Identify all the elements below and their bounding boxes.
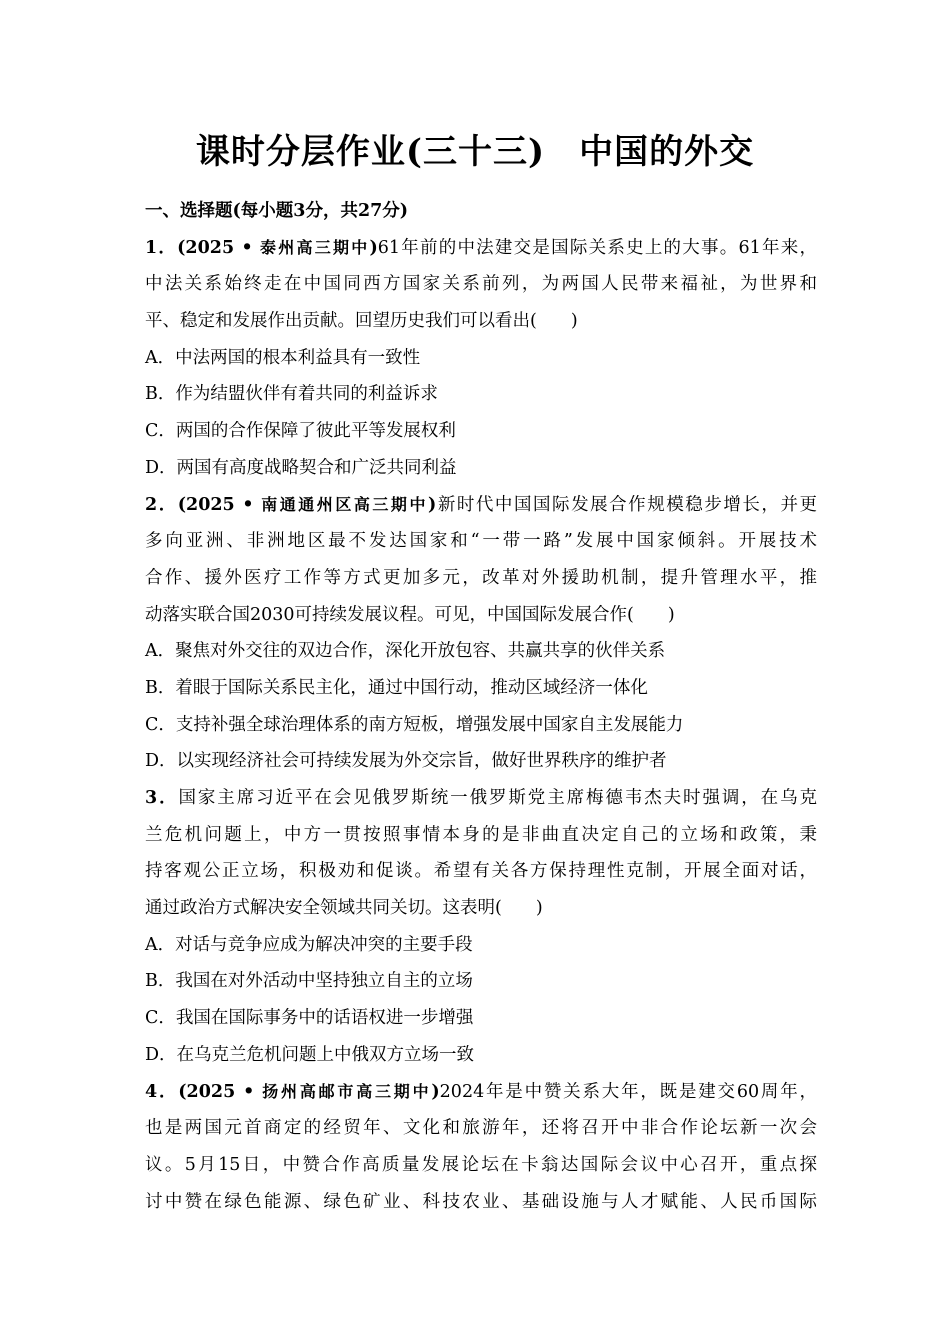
- question-2-line-3: 合作、援外医疗工作等方式更加多元，改革对外援助机制，提升管理水平，推: [145, 567, 817, 588]
- question-4-line-4: 讨中赞在绿色能源、绿色矿业、科技农业、基础设施与人才赋能、人民币国际: [145, 1191, 817, 1212]
- question-stem-text: 2024年是中赞关系大年，既是建交60周年，: [439, 1081, 817, 1102]
- section-header: 一、选择题(每小题3分，共27分): [145, 201, 409, 221]
- option-d: D．两国有高度战略契合和广泛共同利益: [145, 457, 457, 478]
- question-4-line-1: [145, 1074, 817, 1111]
- option-a: A．对话与竞争应成为解决冲突的主要手段: [145, 934, 473, 955]
- question-3-line-2: 兰危机问题上，中方一贯按照事情本身的是非曲直决定自己的立场和政策，秉: [145, 824, 817, 845]
- question-source: (2025 • 南通通州区高三期中): [177, 494, 437, 515]
- question-1: [145, 230, 817, 487]
- question-stem-text: 新时代中国国际发展合作规模稳步增长，并更: [436, 494, 817, 515]
- question-4-line-3: 议。5月15日，中赞合作高质量发展论坛在卡翁达国际会议中心召开，重点探: [145, 1154, 817, 1175]
- option-d: D．在乌克兰危机问题上中俄双方立场一致: [145, 1044, 475, 1065]
- question-2-line-4: 动落实联合国2030可持续发展议程。可见，中国国际发展合作( ): [145, 604, 675, 625]
- document-body: [145, 193, 817, 1220]
- option-d: D．以实现经济社会可持续发展为外交宗旨，做好世界秩序的维护者: [145, 751, 667, 772]
- option-c: C．支持补强全球治理体系的南方短板，增强发展中国家自主发展能力: [145, 714, 684, 735]
- question-3-line-4: 通过政治方式解决安全领域共同关切。这表明( ): [145, 898, 543, 919]
- option-a: A．聚焦对外交往的双边合作，深化开放包容、共赢共享的伙伴关系: [145, 641, 666, 662]
- title-sub: 中国的外交: [579, 132, 755, 172]
- question-1-line-1: [145, 230, 817, 267]
- question-3-line-3: 持客观公正立场，积极劝和促谈。希望有关各方保持理性克制，开展全面对话，: [145, 861, 817, 882]
- question-source: (2025 • 扬州高邮市高三期中): [178, 1081, 440, 1102]
- option-c: C．我国在国际事务中的话语权进一步增强: [145, 1008, 474, 1029]
- question-1-line-2: 中法关系始终走在中国同西方国家关系前列，为两国人民带来福祉，为世界和: [145, 274, 817, 295]
- question-number: 1．: [145, 237, 178, 258]
- question-source: (2025 • 泰州高三期中): [177, 237, 378, 258]
- question-3-line-1: [145, 780, 817, 817]
- question-3: [145, 780, 817, 1074]
- title-main: 课时分层作业(三十三): [195, 132, 546, 172]
- question-number: 4．: [145, 1081, 179, 1102]
- question-stem-text: 国家主席习近平在会见俄罗斯统一俄罗斯党主席梅德韦杰夫时强调，在乌克: [178, 788, 817, 808]
- question-2-line-2: 多向亚洲、非洲地区最不发达国家和“一带一路”发展中国家倾斜。开展技术: [145, 531, 817, 552]
- question-4-line-2: 也是两国元首商定的经贸年、文化和旅游年，还将召开中非合作论坛新一次会: [145, 1118, 817, 1139]
- question-1-line-3: 平、稳定和发展作出贡献。回望历史我们可以看出( ): [145, 311, 578, 332]
- page-title: [0, 124, 950, 173]
- option-c: C．两国的合作保障了彼此平等发展权利: [145, 421, 456, 442]
- option-b: B．我国在对外活动中坚持独立自主的立场: [145, 971, 473, 992]
- option-a: A．中法两国的根本利益具有一致性: [145, 347, 421, 368]
- question-4: [145, 1074, 817, 1221]
- question-stem-text: 61年前的中法建交是国际关系史上的大事。61年来，: [377, 237, 817, 258]
- option-b: B．作为结盟伙伴有着共同的利益诉求: [145, 384, 438, 405]
- question-2-line-1: [145, 487, 817, 524]
- question-number: 2．: [145, 494, 178, 515]
- question-number: 3．: [145, 788, 179, 808]
- option-b: B．着眼于国际关系民主化，通过中国行动，推动区域经济一体化: [145, 677, 648, 698]
- question-2: [145, 487, 817, 781]
